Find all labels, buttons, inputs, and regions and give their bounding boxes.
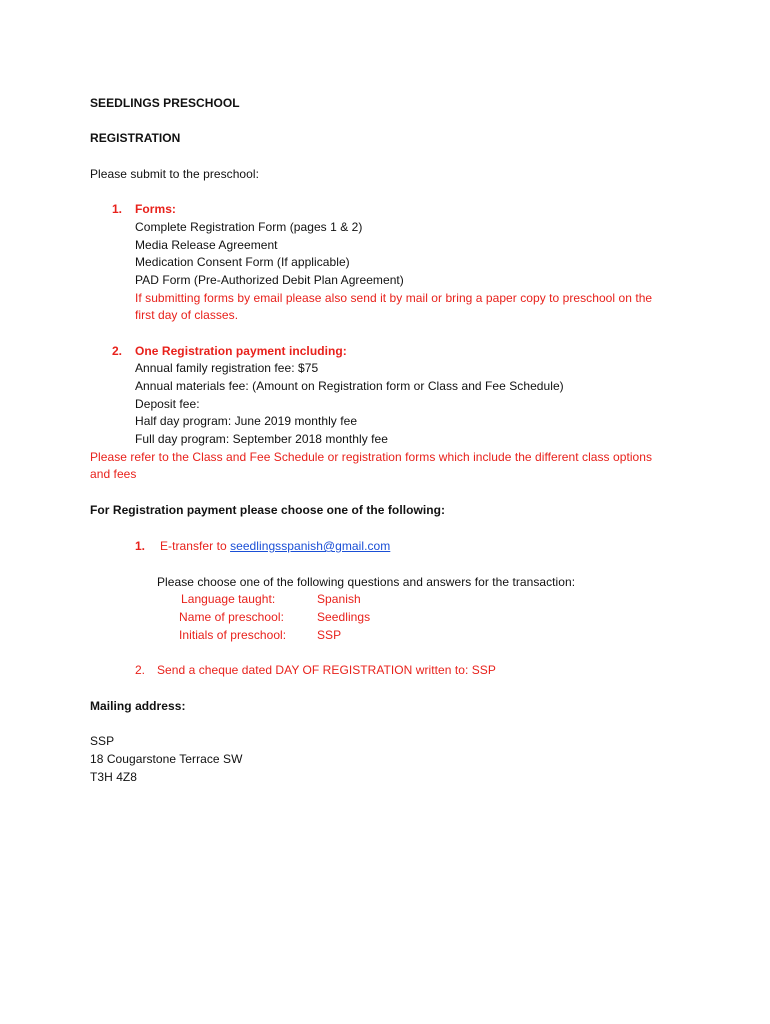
qa-question: Language taught: [181, 592, 276, 606]
org-title: SEEDLINGS PRESCHOOL [90, 96, 240, 110]
section1-item: PAD Form (Pre-Authorized Debit Plan Agreement) [135, 273, 404, 287]
section2-item: Deposit fee: [135, 397, 200, 411]
payment-option1-number: 1. [135, 539, 146, 553]
section2-note: Please refer to the Class and Fee Schedule or registration forms which include the different class options [90, 450, 653, 464]
section1-number: 1. [112, 202, 123, 216]
qa-question: Initials of preschool: [179, 628, 287, 642]
email-link[interactable]: seedlingsspanish@gmail.com [230, 539, 391, 553]
qa-question: Name of preschool: [179, 610, 284, 624]
section2-item: Half day program: June 2019 monthly fee [135, 414, 358, 428]
section1-item: Media Release Agreement [135, 238, 278, 252]
section1-item: Complete Registration Form (pages 1 & 2) [135, 220, 363, 234]
section2-item: Annual family registration fee: $75 [135, 361, 319, 375]
qa-answer: Spanish [317, 592, 361, 606]
mailing-line: SSP [90, 734, 115, 748]
payment-option1 [160, 538, 390, 554]
section2-note-cont: and fees [90, 467, 137, 481]
section2-item: Annual materials fee: (Amount on Registration form or Class and Fee Schedule) [135, 379, 564, 393]
payment-heading: For Registration payment please choose one of the following: [90, 503, 446, 517]
mailing-line: 18 Cougarstone Terrace SW [90, 752, 243, 766]
mailing-heading: Mailing address: [90, 699, 186, 713]
section2-number: 2. [112, 344, 123, 358]
section1-note: If submitting forms by email please also send it by mail or bring a paper copy to preschool on the [135, 291, 653, 305]
qa-answer: SSP [317, 628, 342, 642]
payment-option2: Send a cheque dated DAY OF REGISTRATION written to: SSP [157, 663, 496, 677]
payment-option1-prefix: E-transfer to [160, 539, 231, 553]
section2-heading: One Registration payment including: [135, 344, 347, 358]
payment-option2-number: 2. [135, 663, 146, 677]
section1-heading: Forms: [135, 202, 176, 216]
section1-item: Medication Consent Form (If applicable) [135, 255, 350, 269]
section2-item: Full day program: September 2018 monthly fee [135, 432, 388, 446]
intro-text: Please submit to the preschool: [90, 167, 259, 181]
doc-title: REGISTRATION [90, 131, 181, 145]
section1-note-cont: first day of classes. [135, 308, 239, 322]
qa-intro: Please choose one of the following questions and answers for the transaction: [157, 575, 576, 589]
qa-answer: Seedlings [317, 610, 371, 624]
mailing-line: T3H 4Z8 [90, 770, 138, 784]
